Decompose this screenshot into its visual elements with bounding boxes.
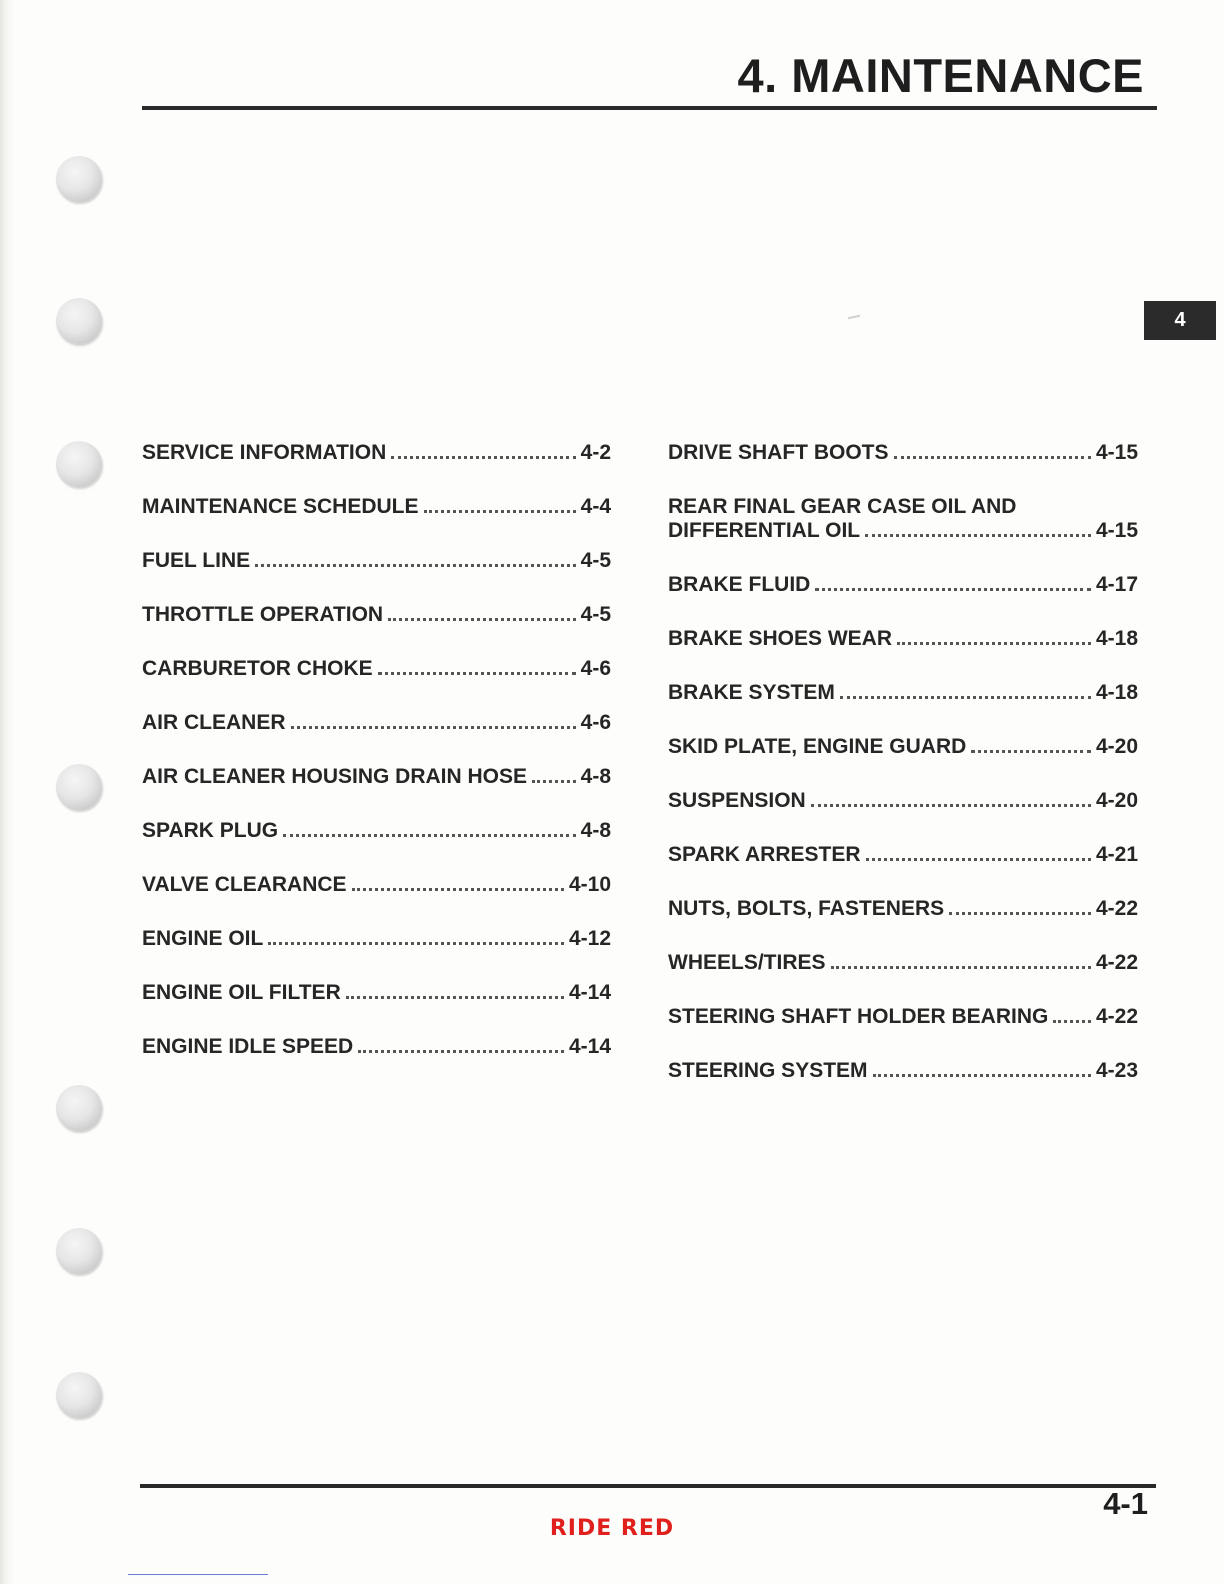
toc-entry-page: 4-2 [580, 441, 611, 464]
toc-entry-engine-idle-speed[interactable] [142, 1035, 611, 1059]
leader-dots [971, 750, 1091, 753]
toc-entry-title: SPARK ARRESTER [668, 843, 861, 866]
leader-dots [358, 1050, 564, 1053]
leader-dots [840, 696, 1091, 699]
toc-entry-title: STEERING SHAFT HOLDER BEARING [668, 1005, 1049, 1028]
leader-dots [866, 858, 1091, 861]
leader-dots [388, 618, 576, 621]
toc-entry-page: 4-6 [580, 657, 611, 680]
toc-entry-title: NUTS, BOLTS, FASTENERS [668, 897, 945, 920]
toc-entry-title: FUEL LINE [142, 549, 251, 572]
toc-entry-page: 4-4 [580, 495, 611, 518]
toc-entry-title: VALVE CLEARANCE [142, 873, 347, 896]
leader-dots [346, 996, 564, 999]
punch-hole [56, 1228, 102, 1274]
toc-entry-engine-oil[interactable] [142, 927, 611, 951]
toc-entry-page: 4-5 [580, 549, 611, 572]
leader-dots [291, 726, 576, 729]
toc-entry-title: ENGINE OIL [142, 927, 264, 950]
toc-entry-title: BRAKE SHOES WEAR [668, 627, 893, 650]
leader-dots [811, 804, 1091, 807]
leader-dots [894, 456, 1091, 459]
toc-entry-title: STEERING SYSTEM [668, 1059, 868, 1082]
punch-hole [56, 441, 102, 487]
toc-right-column [668, 441, 1138, 1113]
toc-entry-page: 4-22 [1095, 1005, 1138, 1028]
toc-entry-title: SUSPENSION [668, 789, 806, 812]
toc-entry-spark-arrester[interactable] [668, 843, 1138, 867]
punch-hole [56, 764, 102, 810]
toc-entry-page: 4-12 [568, 927, 611, 950]
toc-entry-page: 4-21 [1095, 843, 1138, 866]
toc-entry-title: AIR CLEANER [142, 711, 286, 734]
leader-dots [831, 966, 1091, 969]
toc-entry-air-cleaner-housing-drain-hose[interactable] [142, 765, 611, 789]
leader-dots [268, 942, 564, 945]
toc-entry-page: 4-20 [1095, 789, 1138, 812]
toc-entry-maintenance-schedule[interactable] [142, 495, 611, 519]
toc-entry-page: 4-5 [580, 603, 611, 626]
toc-entry-title: SPARK PLUG [142, 819, 279, 842]
toc-entry-title: DIFFERENTIAL OIL [668, 519, 861, 542]
toc-entry-second-line [668, 519, 1138, 543]
toc-entry-throttle-operation[interactable] [142, 603, 611, 627]
toc-entry-valve-clearance[interactable] [142, 873, 611, 897]
toc-entry-title: CARBURETOR CHOKE [142, 657, 373, 680]
toc-entry-page: 4-14 [568, 981, 611, 1004]
toc-entry-page: 4-10 [568, 873, 611, 896]
leader-dots [532, 780, 576, 783]
toc-entry-page: 4-22 [1095, 897, 1138, 920]
toc-entry-carburetor-choke[interactable] [142, 657, 611, 681]
leader-dots [1053, 1020, 1091, 1023]
punch-hole [56, 156, 102, 202]
toc-entry-title: DRIVE SHAFT BOOTS [668, 441, 889, 464]
toc-entry-spark-plug[interactable] [142, 819, 611, 843]
toc-entry-page: 4-15 [1095, 519, 1138, 542]
toc-entry-title: SERVICE INFORMATION [142, 441, 387, 464]
toc-entry-page: 4-17 [1095, 573, 1138, 596]
toc-entry-title: ENGINE OIL FILTER [142, 981, 341, 1004]
toc-entry-title: THROTTLE OPERATION [142, 603, 384, 626]
toc-entry-page: 4-14 [568, 1035, 611, 1058]
toc-entry-title: MAINTENANCE SCHEDULE [142, 495, 419, 518]
leader-dots [815, 588, 1091, 591]
toc-entry-page: 4-8 [580, 819, 611, 842]
toc-entry-page: 4-23 [1095, 1059, 1138, 1082]
punch-hole [56, 298, 102, 344]
toc-entry-title: ENGINE IDLE SPEED [142, 1035, 354, 1058]
toc-entry-page: 4-15 [1095, 441, 1138, 464]
toc-entry-page: 4-18 [1095, 627, 1138, 650]
toc-entry-suspension[interactable] [668, 789, 1138, 813]
footer-rule [140, 1484, 1156, 1488]
toc-entry-multiline [668, 495, 1138, 543]
punch-hole [56, 1085, 102, 1131]
toc-left-column [142, 441, 611, 1089]
toc-entry-brake-shoes-wear[interactable] [668, 627, 1138, 651]
leader-dots [873, 1074, 1091, 1077]
toc-entry-title: BRAKE SYSTEM [668, 681, 835, 704]
leader-dots [378, 672, 576, 675]
toc-entry-steering-system[interactable] [668, 1059, 1138, 1083]
toc-entry-air-cleaner[interactable] [142, 711, 611, 735]
toc-entry-title: REAR FINAL GEAR CASE OIL AND [668, 495, 1017, 518]
toc-entry-brake-fluid[interactable] [668, 573, 1138, 597]
toc-entry-nuts-bolts-fasteners[interactable] [668, 897, 1138, 921]
toc-entry-wheels-tires[interactable] [668, 951, 1138, 975]
punch-hole [56, 1372, 102, 1418]
toc-entry-fuel-line[interactable] [142, 549, 611, 573]
toc-entry-title: AIR CLEANER HOUSING DRAIN HOSE [142, 765, 528, 788]
toc-entry-page: 4-22 [1095, 951, 1138, 974]
toc-entry-engine-oil-filter[interactable] [142, 981, 611, 1005]
scan-speck [848, 315, 860, 319]
toc-entry-title: SKID PLATE, ENGINE GUARD [668, 735, 967, 758]
leader-dots [865, 534, 1091, 537]
leader-dots [283, 834, 576, 837]
toc-entry-title: BRAKE FLUID [668, 573, 811, 596]
toc-entry-brake-system[interactable] [668, 681, 1138, 705]
page-binding-edge [0, 0, 14, 1584]
leader-dots [424, 510, 576, 513]
toc-entry-rear-final-gear-case-oil[interactable] [668, 495, 1138, 543]
chapter-tab[interactable]: 4 [1144, 301, 1216, 340]
leader-dots [255, 564, 576, 567]
leader-dots [391, 456, 575, 459]
toc-entry-page: 4-6 [580, 711, 611, 734]
page-number: 4-1 [1103, 1486, 1148, 1521]
toc-entry-page: 4-8 [580, 765, 611, 788]
leader-dots [949, 912, 1091, 915]
leader-dots [352, 888, 564, 891]
bottom-link-underline [128, 1574, 268, 1575]
toc-entry-page: 4-18 [1095, 681, 1138, 704]
brand-logo[interactable]: RIDE RED [549, 1516, 675, 1541]
title-rule [142, 106, 1157, 110]
toc-entry-title: WHEELS/TIRES [668, 951, 826, 974]
toc-entry-page: 4-20 [1095, 735, 1138, 758]
leader-dots [897, 642, 1091, 645]
toc-entry-skid-plate-engine-guard[interactable] [668, 735, 1138, 759]
toc-entry-service-information[interactable] [142, 441, 611, 465]
toc-entry-steering-shaft-holder-bearing[interactable] [668, 1005, 1138, 1029]
chapter-title: 4. MAINTENANCE [737, 49, 1144, 102]
toc-entry-drive-shaft-boots[interactable] [668, 441, 1138, 465]
